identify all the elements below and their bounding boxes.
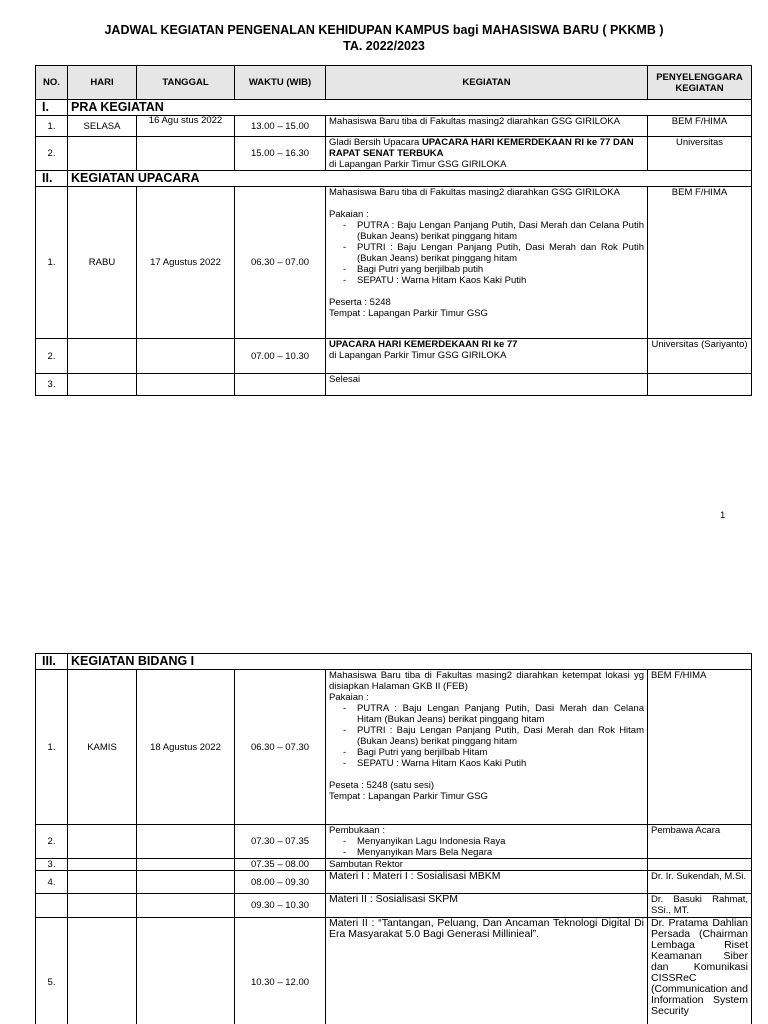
row-kegiatan: Materi II : Sosialisasi SKPM	[326, 894, 648, 918]
row-kegiatan	[326, 137, 648, 171]
dress-code-list	[329, 703, 644, 769]
row-penyelenggara: Dr. Basuki Rahmat, SSi., MT.	[648, 894, 752, 918]
page-2	[0, 648, 768, 1024]
col-penyelenggara: PENYELENGGARA KEGIATAN	[648, 66, 752, 100]
section-header	[36, 654, 752, 670]
row-penyelenggara: BEM F/HIMA	[648, 670, 752, 825]
pembukaan-list	[329, 836, 644, 858]
academic-year: TA. 2022/2023	[343, 39, 425, 53]
row-tanggal	[137, 918, 235, 1024]
row-waktu	[235, 374, 326, 396]
row-hari	[68, 871, 137, 894]
row-tanggal: 18 Agustus 2022	[137, 670, 235, 825]
row-no: 1.	[36, 187, 68, 339]
table-row	[36, 116, 752, 137]
row-tanggal	[137, 859, 235, 871]
row-no: 3.	[36, 374, 68, 396]
row-waktu: 08.00 – 09.30	[235, 871, 326, 894]
row-penyelenggara: BEM F/HIMA	[648, 116, 752, 137]
table-row	[36, 918, 752, 1024]
row-kegiatan: Materi II : “Tantangan, Peluang, Dan Ancaman Teknologi Digital Di Era Masyarakat 5.0 Bagi Generasi Millinieal”.	[326, 918, 648, 1024]
list-item: - PUTRI : Baju Lengan Panjang Putih, Dasi Merah dan Rok Putih (Bukan Jeans) berikat pinggang hitam	[357, 242, 644, 264]
kegiatan-bold: UPACARA HARI KEMERDEKAAN RI ke 77 DAN RAPAT SENAT TERBUKA	[329, 137, 634, 159]
row-penyelenggara	[648, 859, 752, 871]
row-kegiatan: Materi I : Materi I : Sosialisasi MBKM	[326, 871, 648, 894]
section-title: KEGIATAN BIDANG I	[68, 654, 752, 670]
row-penyelenggara: Dr. Ir. Sukendah, M.Si.	[648, 871, 752, 894]
row-no	[36, 894, 68, 918]
col-tanggal: TANGGAL	[137, 66, 235, 100]
table-row	[36, 871, 752, 894]
row-tanggal	[137, 339, 235, 374]
table-row	[36, 137, 752, 171]
list-item: - SEPATU : Warna Hitam Kaos Kaki Putih	[357, 275, 644, 286]
list-item: - SEPATU : Warna Hitam Kaos Kaki Putih	[357, 758, 644, 769]
section-header	[36, 171, 752, 187]
col-no: NO.	[36, 66, 68, 100]
kegiatan-intro: Mahasiswa Baru tiba di Fakultas masing2 diarahkan ketempat lokasi yg disiapkan Halaman GKB II (FEB)	[329, 670, 644, 692]
row-no: 1.	[36, 116, 68, 137]
row-no: 2.	[36, 339, 68, 374]
kegiatan-prefix: Gladi Bersih Upacara	[329, 137, 422, 148]
row-kegiatan: Selesai	[326, 374, 648, 396]
peserta-info: Peseta : 5248 (satu sesi)	[329, 780, 435, 791]
row-hari	[68, 894, 137, 918]
tempat-info: Tempat : Lapangan Parkir Timur GSG	[329, 308, 488, 319]
row-tanggal	[137, 374, 235, 396]
row-penyelenggara: Pembawa Acara	[648, 825, 752, 859]
row-waktu: 07.30 – 07.35	[235, 825, 326, 859]
table-row	[36, 187, 752, 339]
row-penyelenggara	[648, 374, 752, 396]
schedule-table-2	[35, 653, 752, 1024]
row-waktu: 09.30 – 10.30	[235, 894, 326, 918]
table-row	[36, 894, 752, 918]
pembukaan-label: Pembukaan :	[329, 825, 385, 836]
row-waktu: 06.30 – 07.30	[235, 670, 326, 825]
row-kegiatan	[326, 825, 648, 859]
tempat-info: Tempat : Lapangan Parkir Timur GSG	[329, 791, 488, 802]
list-item: - PUTRI : Baju Lengan Panjang Putih, Dasi Merah dan Rok Hitam (Bukan Jeans) berikat pinggang hitam	[357, 725, 644, 747]
row-kegiatan: Sambutan Rektor	[326, 859, 648, 871]
schedule-table-1	[35, 65, 752, 396]
section-number: I.	[36, 100, 68, 116]
list-item: - Bagi Putri yang berjilbab Hitam	[357, 747, 644, 758]
row-penyelenggara: Universitas (Sariyanto)	[648, 339, 752, 374]
row-no: 2.	[36, 825, 68, 859]
row-penyelenggara: Universitas	[648, 137, 752, 171]
page-gap	[0, 600, 768, 648]
dress-code-list	[329, 220, 644, 286]
row-hari	[68, 825, 137, 859]
row-tanggal	[137, 871, 235, 894]
row-penyelenggara: Dr. Pratama Dahlian Persada (Chairman Lembaga Riset Keamanan Siber dan Komunikasi CISSReC (Communication and Information System Security	[648, 918, 752, 1024]
row-no: 3.	[36, 859, 68, 871]
row-kegiatan: Mahasiswa Baru tiba di Fakultas masing2 diarahkan GSG GIRILOKA	[326, 116, 648, 137]
row-waktu: 07.00 – 10.30	[235, 339, 326, 374]
row-kegiatan	[326, 339, 648, 374]
row-tanggal: 17 Agustus 2022	[137, 187, 235, 339]
row-hari	[68, 339, 137, 374]
row-penyelenggara: BEM F/HIMA	[648, 187, 752, 339]
section-header	[36, 100, 752, 116]
row-waktu: 13.00 – 15.00	[235, 116, 326, 137]
table-row	[36, 670, 752, 825]
row-waktu: 06.30 – 07.00	[235, 187, 326, 339]
row-hari: KAMIS	[68, 670, 137, 825]
row-no: 4.	[36, 871, 68, 894]
row-no: 2.	[36, 137, 68, 171]
col-kegiatan: KEGIATAN	[326, 66, 648, 100]
list-item: - Bagi Putri yang berjilbab putih	[357, 264, 644, 275]
row-tanggal	[137, 137, 235, 171]
row-no: 1.	[36, 670, 68, 825]
row-kegiatan	[326, 670, 648, 825]
table-row	[36, 374, 752, 396]
row-hari: SELASA	[68, 116, 137, 137]
row-tanggal: 16 Agu stus 2022	[137, 116, 235, 137]
row-waktu: 15.00 – 16.30	[235, 137, 326, 171]
section-title: KEGIATAN UPACARA	[68, 171, 752, 187]
row-no: 5.	[36, 918, 68, 1024]
row-hari	[68, 137, 137, 171]
pakaian-label: Pakaian :	[329, 692, 369, 703]
section-title: PRA KEGIATAN	[68, 100, 752, 116]
list-item: - PUTRA : Baju Lengan Panjang Putih, Dasi Merah dan Celana Hitam (Bukan Jeans) berikat pinggang hitam	[357, 703, 644, 725]
kegiatan-location: di Lapangan Parkir Timur GSG GIRILOKA	[329, 350, 507, 361]
table-row	[36, 825, 752, 859]
list-item: - Menyanyikan Lagu Indonesia Raya	[357, 836, 644, 847]
col-waktu: WAKTU (WIB)	[235, 66, 326, 100]
table-row	[36, 339, 752, 374]
row-tanggal	[137, 825, 235, 859]
row-hari	[68, 918, 137, 1024]
kegiatan-location: di Lapangan Parkir Timur GSG GIRILOKA	[329, 159, 507, 170]
kegiatan-bold: UPACARA HARI KEMERDEKAAN RI ke 77	[329, 339, 518, 350]
pakaian-label: Pakaian :	[329, 209, 369, 220]
row-hari	[68, 374, 137, 396]
row-tanggal	[137, 894, 235, 918]
kegiatan-intro: Mahasiswa Baru tiba di Fakultas masing2 diarahkan GSG GIRILOKA	[329, 187, 620, 198]
table-row	[36, 859, 752, 871]
row-waktu: 07.35 – 08.00	[235, 859, 326, 871]
table-header-row	[36, 66, 752, 100]
col-hari: HARI	[68, 66, 137, 100]
row-hari: RABU	[68, 187, 137, 339]
page-number: 1	[720, 510, 726, 521]
row-kegiatan	[326, 187, 648, 339]
document-title: JADWAL KEGIATAN PENGENALAN KEHIDUPAN KAMPUS bagi MAHASISWA BARU ( PKKMB )	[104, 23, 664, 37]
row-hari	[68, 859, 137, 871]
peserta-info: Peserta : 5248	[329, 297, 391, 308]
list-item: - PUTRA : Baju Lengan Panjang Putih, Dasi Merah dan Celana Putih (Bukan Jeans) berikat pinggang hitam	[357, 220, 644, 242]
section-number: II.	[36, 171, 68, 187]
row-waktu: 10.30 – 12.00	[235, 918, 326, 1024]
section-number: III.	[36, 654, 68, 670]
list-item: - Menyanyikan Mars Bela Negara	[357, 847, 644, 858]
